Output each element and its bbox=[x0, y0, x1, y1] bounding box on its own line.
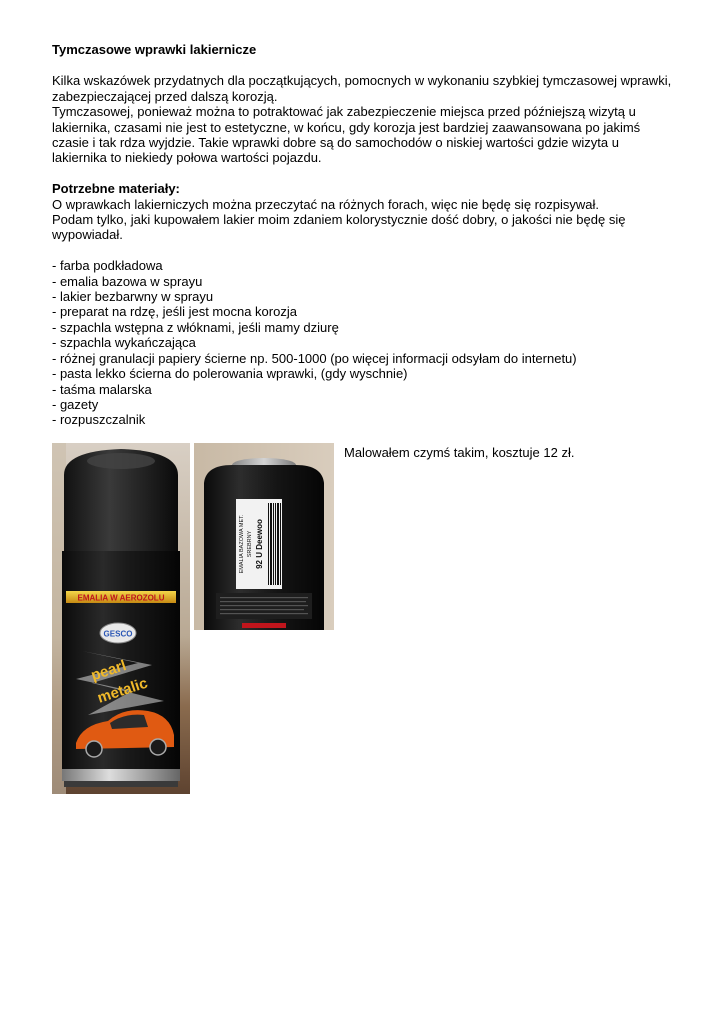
back-label-line-2: SREBRNY bbox=[247, 530, 253, 558]
list-item: - taśma malarska bbox=[52, 382, 672, 397]
document-body bbox=[52, 42, 672, 428]
product-line-2: metalic bbox=[95, 674, 150, 707]
list-item: - gazety bbox=[52, 397, 672, 412]
materials-line-1: O wprawkach lakierniczych można przeczytać na różnych forach, więc nie będę się rozpisywał. bbox=[52, 196, 599, 212]
page-title: Tymczasowe wprawki lakiernicze bbox=[52, 42, 257, 57]
list-item: - emalia bazowa w sprayu bbox=[52, 274, 672, 289]
back-label-line-3: 92 U Deewoo bbox=[255, 519, 264, 569]
spray-can-front-photo bbox=[52, 443, 190, 794]
brand-logo: GESCO bbox=[103, 629, 133, 639]
intro-paragraph-2: Tymczasowej, ponieważ można to potraktować jak zabezpieczenie miejsca przed późniejszą wizytą u lakiernika, czasami nie jest to estetyczne, w końcu, gdy korozja jest bardziej zaawansowana po jakimś czasie i tak rdza wyjdzie. Takie wprawki dobre są do samochodów o niskiej wartości gdzie wizyta u lakiernika to niekiedy połowa wartości pojazdu. bbox=[52, 104, 641, 166]
intro-paragraph-1: Kilka wskazówek przydatnych dla początkujących, pomocnych w wykonaniu szybkiej tymczasowej wprawki, zabezpieczającej przed dalszą korozją. bbox=[52, 73, 672, 104]
list-item: - szpachla wykańczająca bbox=[52, 335, 672, 350]
list-item: - preparat na rdzę, jeśli jest mocna korozja bbox=[52, 304, 672, 319]
photos-row bbox=[52, 443, 672, 795]
materials-list bbox=[52, 258, 672, 427]
materials-heading: Potrzebne materiały: bbox=[52, 181, 180, 197]
list-item: - szpachla wstępna z włóknami, jeśli mamy dziurę bbox=[52, 320, 672, 335]
list-item: - pasta lekko ścierna do polerowania wprawki, (gdy wyschnie) bbox=[52, 366, 672, 381]
list-item: - farba podkładowa bbox=[52, 258, 672, 273]
materials-line-2: Podam tylko, jaki kupowałem lakier moim zdaniem kolorystycznie dość dobry, o jakości nie będę się wypowiadał. bbox=[52, 212, 626, 243]
product-line-1: pearl bbox=[88, 657, 129, 685]
spray-can-back-photo bbox=[194, 443, 334, 630]
photo-caption: Malowałem czymś takim, kosztuje 12 zł. bbox=[344, 445, 575, 460]
back-label-line-1: EMALIA BAZOWA MET. bbox=[239, 514, 245, 574]
list-item: - rozpuszczalnik bbox=[52, 412, 672, 427]
list-item: - lakier bezbarwny w sprayu bbox=[52, 289, 672, 304]
can-label-top: EMALIA W AEROZOLU bbox=[77, 593, 165, 603]
list-item: - różnej granulacji papiery ścierne np. 500-1000 (po więcej informacji odsyłam do internetu) bbox=[52, 351, 672, 366]
